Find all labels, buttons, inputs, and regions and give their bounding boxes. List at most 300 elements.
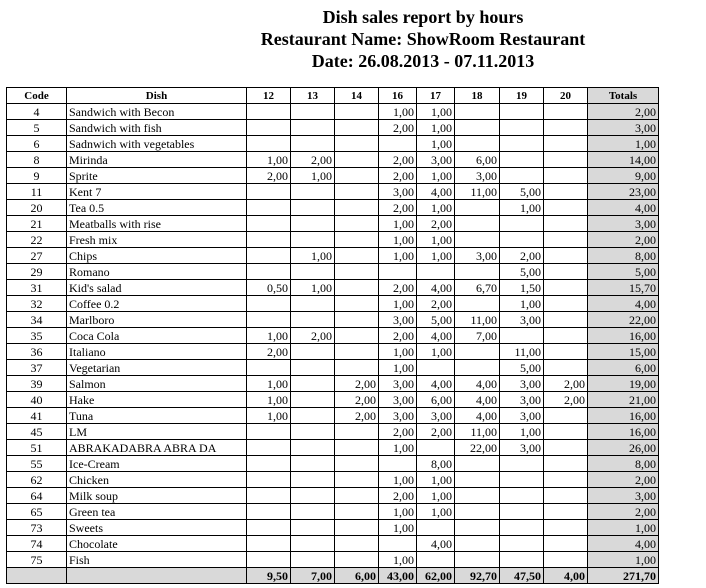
hour-quantity [500, 488, 544, 504]
hour-quantity [335, 440, 379, 456]
hour-quantity: 1,00 [379, 216, 417, 232]
dish-name: Coca Cola [67, 328, 247, 344]
hour-quantity [335, 184, 379, 200]
hour-quantity: 1,00 [417, 504, 455, 520]
hour-quantity: 1,00 [247, 392, 291, 408]
hour-quantity: 1,00 [379, 472, 417, 488]
hour-quantity: 1,00 [247, 328, 291, 344]
hour-quantity [455, 520, 500, 536]
hour-quantity [335, 232, 379, 248]
hour-quantity: 1,00 [247, 376, 291, 392]
dish-code: 75 [7, 552, 67, 568]
report-title: Dish sales report by hours [322, 7, 524, 27]
table-row [7, 536, 659, 552]
hour-quantity [291, 264, 335, 280]
hour-quantity: 1,00 [379, 104, 417, 120]
hour-quantity [335, 296, 379, 312]
table-row [7, 520, 659, 536]
hour-quantity [455, 264, 500, 280]
hour-quantity [544, 328, 588, 344]
hour-quantity [500, 136, 544, 152]
table-header-row [7, 88, 659, 104]
table-row [7, 344, 659, 360]
row-total: 2,00 [588, 472, 659, 488]
hour-quantity [291, 472, 335, 488]
column-total: 62,00 [417, 568, 455, 584]
dish-code: 4 [7, 104, 67, 120]
hour-quantity: 22,00 [455, 440, 500, 456]
hour-quantity [247, 200, 291, 216]
row-total: 22,00 [588, 312, 659, 328]
column-header-20: 20 [544, 88, 588, 104]
hour-quantity [500, 472, 544, 488]
hour-quantity [247, 184, 291, 200]
dish-name: Vegetarian [67, 360, 247, 376]
hour-quantity: 3,00 [500, 312, 544, 328]
hour-quantity: 3,00 [379, 376, 417, 392]
hour-quantity [544, 232, 588, 248]
hour-quantity: 3,00 [379, 392, 417, 408]
column-header-code: Code [7, 88, 67, 104]
hour-quantity [291, 536, 335, 552]
hour-quantity: 4,00 [455, 392, 500, 408]
dish-code: 8 [7, 152, 67, 168]
hour-quantity: 11,00 [455, 424, 500, 440]
hour-quantity [379, 264, 417, 280]
column-header-17: 17 [417, 88, 455, 104]
row-total: 1,00 [588, 136, 659, 152]
hour-quantity [544, 184, 588, 200]
hour-quantity [379, 136, 417, 152]
column-header-14: 14 [335, 88, 379, 104]
hour-quantity [247, 536, 291, 552]
dish-name: Marlboro [67, 312, 247, 328]
hour-quantity: 6,00 [417, 392, 455, 408]
table-row [7, 392, 659, 408]
dish-name: Kent 7 [67, 184, 247, 200]
dish-code: 41 [7, 408, 67, 424]
row-total: 6,00 [588, 360, 659, 376]
hour-quantity: 3,00 [500, 392, 544, 408]
hour-quantity [335, 120, 379, 136]
table-row [7, 376, 659, 392]
hour-quantity [544, 344, 588, 360]
hour-quantity [247, 472, 291, 488]
hour-quantity: 3,00 [379, 312, 417, 328]
dish-name: Chips [67, 248, 247, 264]
hour-quantity: 2,00 [379, 328, 417, 344]
hour-quantity [291, 456, 335, 472]
dish-name: Chocolate [67, 536, 247, 552]
table-row [7, 456, 659, 472]
hour-quantity [247, 504, 291, 520]
hour-quantity [291, 104, 335, 120]
dish-code: 5 [7, 120, 67, 136]
hour-quantity [455, 536, 500, 552]
hour-quantity [291, 520, 335, 536]
hour-quantity [247, 232, 291, 248]
hour-quantity [335, 456, 379, 472]
hour-quantity: 3,00 [455, 248, 500, 264]
column-total [67, 568, 247, 584]
hour-quantity [455, 504, 500, 520]
hour-quantity: 2,00 [417, 216, 455, 232]
table-row [7, 424, 659, 440]
dish-code: 20 [7, 200, 67, 216]
hour-quantity: 3,00 [455, 168, 500, 184]
hour-quantity: 2,00 [544, 392, 588, 408]
hour-quantity: 5,00 [500, 184, 544, 200]
row-total: 3,00 [588, 216, 659, 232]
hour-quantity [500, 536, 544, 552]
dish-code: 27 [7, 248, 67, 264]
hour-quantity: 1,00 [379, 552, 417, 568]
hour-quantity: 1,00 [291, 248, 335, 264]
hour-quantity: 1,00 [417, 232, 455, 248]
dish-code: 40 [7, 392, 67, 408]
table-row [7, 264, 659, 280]
hour-quantity: 1,00 [417, 104, 455, 120]
hour-quantity [291, 232, 335, 248]
hour-quantity: 3,00 [500, 408, 544, 424]
hour-quantity [455, 456, 500, 472]
hour-quantity: 1,00 [291, 168, 335, 184]
hour-quantity [417, 552, 455, 568]
hour-quantity: 1,00 [417, 248, 455, 264]
row-total: 9,00 [588, 168, 659, 184]
hour-quantity [335, 424, 379, 440]
row-total: 15,00 [588, 344, 659, 360]
hour-quantity: 3,00 [500, 376, 544, 392]
sales-table [6, 87, 659, 584]
dish-code: 39 [7, 376, 67, 392]
hour-quantity [500, 216, 544, 232]
hour-quantity [291, 504, 335, 520]
hour-quantity [247, 424, 291, 440]
hour-quantity [291, 440, 335, 456]
hour-quantity [291, 136, 335, 152]
hour-quantity: 2,00 [247, 344, 291, 360]
dish-code: 36 [7, 344, 67, 360]
column-header-18: 18 [455, 88, 500, 104]
hour-quantity [335, 312, 379, 328]
hour-quantity [455, 216, 500, 232]
hour-quantity [291, 312, 335, 328]
hour-quantity [335, 136, 379, 152]
hour-quantity: 1,00 [379, 344, 417, 360]
hour-quantity [544, 440, 588, 456]
row-total: 8,00 [588, 456, 659, 472]
hour-quantity [247, 216, 291, 232]
hour-quantity: 5,00 [500, 264, 544, 280]
row-total: 26,00 [588, 440, 659, 456]
column-header-12: 12 [247, 88, 291, 104]
report-date-range: Date: 26.08.2013 - 07.11.2013 [311, 51, 535, 71]
table-row [7, 248, 659, 264]
hour-quantity: 2,00 [379, 168, 417, 184]
hour-quantity: 1,00 [500, 424, 544, 440]
hour-quantity [335, 472, 379, 488]
report-header [0, 6, 706, 72]
dish-code: 29 [7, 264, 67, 280]
hour-quantity [544, 456, 588, 472]
hour-quantity [247, 456, 291, 472]
hour-quantity [455, 136, 500, 152]
hour-quantity [335, 248, 379, 264]
hour-quantity: 1,00 [417, 200, 455, 216]
hour-quantity: 6,00 [455, 152, 500, 168]
dish-name: Meatballs with rise [67, 216, 247, 232]
column-total [7, 568, 67, 584]
hour-quantity: 4,00 [417, 328, 455, 344]
hour-quantity [455, 200, 500, 216]
hour-quantity [455, 120, 500, 136]
hour-quantity: 2,00 [379, 120, 417, 136]
hour-quantity [247, 248, 291, 264]
column-header-13: 13 [291, 88, 335, 104]
hour-quantity [544, 296, 588, 312]
grand-total: 271,70 [588, 568, 659, 584]
row-total: 16,00 [588, 408, 659, 424]
hour-quantity [544, 168, 588, 184]
hour-quantity: 1,00 [500, 296, 544, 312]
hour-quantity: 1,00 [417, 168, 455, 184]
hour-quantity [500, 520, 544, 536]
hour-quantity [455, 472, 500, 488]
hour-quantity [544, 424, 588, 440]
dish-name: LM [67, 424, 247, 440]
dish-code: 6 [7, 136, 67, 152]
column-total: 47,50 [500, 568, 544, 584]
hour-quantity: 4,00 [417, 280, 455, 296]
hour-quantity [379, 536, 417, 552]
hour-quantity [455, 552, 500, 568]
row-total: 3,00 [588, 120, 659, 136]
hour-quantity: 2,00 [500, 248, 544, 264]
dish-code: 51 [7, 440, 67, 456]
dish-name: Sprite [67, 168, 247, 184]
hour-quantity: 4,00 [455, 408, 500, 424]
hour-quantity [417, 520, 455, 536]
hour-quantity: 2,00 [417, 296, 455, 312]
hour-quantity [455, 232, 500, 248]
hour-quantity [544, 312, 588, 328]
hour-quantity [335, 264, 379, 280]
hour-quantity [247, 264, 291, 280]
hour-quantity [335, 360, 379, 376]
hour-quantity [455, 488, 500, 504]
hour-quantity: 6,70 [455, 280, 500, 296]
hour-quantity [379, 456, 417, 472]
hour-quantity: 5,00 [417, 312, 455, 328]
table-row [7, 472, 659, 488]
hour-quantity: 0,50 [247, 280, 291, 296]
hour-quantity: 1,00 [500, 200, 544, 216]
column-header-16: 16 [379, 88, 417, 104]
hour-quantity [544, 504, 588, 520]
hour-quantity: 1,00 [379, 440, 417, 456]
row-total: 15,70 [588, 280, 659, 296]
hour-quantity [544, 520, 588, 536]
dish-name: Milk soup [67, 488, 247, 504]
hour-quantity: 2,00 [291, 328, 335, 344]
row-total: 3,00 [588, 488, 659, 504]
table-row [7, 504, 659, 520]
row-total: 23,00 [588, 184, 659, 200]
hour-quantity [455, 104, 500, 120]
hour-quantity [544, 120, 588, 136]
hour-quantity: 7,00 [455, 328, 500, 344]
hour-quantity: 2,00 [379, 152, 417, 168]
hour-quantity: 2,00 [335, 408, 379, 424]
row-total: 1,00 [588, 552, 659, 568]
table-row [7, 104, 659, 120]
column-total: 9,50 [247, 568, 291, 584]
row-total: 16,00 [588, 424, 659, 440]
dish-name: Fresh mix [67, 232, 247, 248]
dish-code: 74 [7, 536, 67, 552]
dish-code: 21 [7, 216, 67, 232]
dish-code: 37 [7, 360, 67, 376]
hour-quantity: 2,00 [379, 200, 417, 216]
hour-quantity: 1,00 [379, 520, 417, 536]
hour-quantity [247, 488, 291, 504]
hour-quantity [500, 552, 544, 568]
hour-quantity [544, 248, 588, 264]
hour-quantity [500, 328, 544, 344]
row-total: 8,00 [588, 248, 659, 264]
table-row [7, 216, 659, 232]
dish-name: Salmon [67, 376, 247, 392]
hour-quantity: 1,00 [379, 232, 417, 248]
hour-quantity: 2,00 [335, 376, 379, 392]
dish-code: 32 [7, 296, 67, 312]
hour-quantity [291, 120, 335, 136]
hour-quantity [335, 536, 379, 552]
hour-quantity [544, 360, 588, 376]
hour-quantity [544, 408, 588, 424]
hour-quantity: 11,00 [455, 184, 500, 200]
hour-quantity [544, 536, 588, 552]
dish-name: Coffee 0.2 [67, 296, 247, 312]
hour-quantity [335, 216, 379, 232]
hour-quantity: 5,00 [500, 360, 544, 376]
hour-quantity: 2,00 [544, 376, 588, 392]
hour-quantity: 1,00 [379, 504, 417, 520]
hour-quantity [247, 520, 291, 536]
column-header-19: 19 [500, 88, 544, 104]
hour-quantity [500, 120, 544, 136]
dish-code: 11 [7, 184, 67, 200]
hour-quantity [247, 120, 291, 136]
column-header-totals: Totals [588, 88, 659, 104]
dish-code: 55 [7, 456, 67, 472]
table-row [7, 136, 659, 152]
table-row [7, 184, 659, 200]
table-row [7, 360, 659, 376]
dish-name: Sweets [67, 520, 247, 536]
hour-quantity [291, 200, 335, 216]
row-total: 2,00 [588, 232, 659, 248]
hour-quantity: 4,00 [417, 376, 455, 392]
hour-quantity [291, 344, 335, 360]
dish-name: Hake [67, 392, 247, 408]
totals-row [7, 568, 659, 584]
hour-quantity: 8,00 [417, 456, 455, 472]
table-row [7, 296, 659, 312]
hour-quantity [500, 168, 544, 184]
table-row [7, 312, 659, 328]
hour-quantity [417, 264, 455, 280]
hour-quantity [544, 472, 588, 488]
hour-quantity: 2,00 [335, 392, 379, 408]
hour-quantity: 1,00 [417, 136, 455, 152]
hour-quantity: 3,00 [417, 152, 455, 168]
hour-quantity [455, 360, 500, 376]
hour-quantity: 1,00 [379, 360, 417, 376]
row-total: 14,00 [588, 152, 659, 168]
dish-code: 22 [7, 232, 67, 248]
hour-quantity [291, 184, 335, 200]
hour-quantity [544, 200, 588, 216]
hour-quantity: 1,00 [417, 120, 455, 136]
dish-code: 65 [7, 504, 67, 520]
dish-code: 62 [7, 472, 67, 488]
hour-quantity [291, 408, 335, 424]
hour-quantity [247, 312, 291, 328]
hour-quantity: 11,00 [500, 344, 544, 360]
hour-quantity [335, 152, 379, 168]
hour-quantity: 3,00 [379, 184, 417, 200]
table-row [7, 488, 659, 504]
hour-quantity: 1,50 [500, 280, 544, 296]
hour-quantity [335, 168, 379, 184]
table-row [7, 328, 659, 344]
hour-quantity [291, 552, 335, 568]
hour-quantity [544, 104, 588, 120]
hour-quantity [247, 360, 291, 376]
hour-quantity: 1,00 [247, 408, 291, 424]
dish-name: Romano [67, 264, 247, 280]
hour-quantity [335, 504, 379, 520]
hour-quantity [544, 552, 588, 568]
hour-quantity: 2,00 [291, 152, 335, 168]
hour-quantity [544, 136, 588, 152]
hour-quantity [291, 392, 335, 408]
hour-quantity [291, 360, 335, 376]
row-total: 5,00 [588, 264, 659, 280]
row-total: 2,00 [588, 504, 659, 520]
column-total: 4,00 [544, 568, 588, 584]
dish-name: Italiano [67, 344, 247, 360]
row-total: 1,00 [588, 520, 659, 536]
hour-quantity: 3,00 [500, 440, 544, 456]
hour-quantity [544, 280, 588, 296]
dish-code: 31 [7, 280, 67, 296]
hour-quantity [291, 376, 335, 392]
table-row [7, 200, 659, 216]
hour-quantity [544, 152, 588, 168]
hour-quantity: 2,00 [247, 168, 291, 184]
hour-quantity [247, 440, 291, 456]
hour-quantity: 2,00 [379, 488, 417, 504]
row-total: 2,00 [588, 104, 659, 120]
hour-quantity [335, 104, 379, 120]
row-total: 16,00 [588, 328, 659, 344]
hour-quantity: 3,00 [379, 408, 417, 424]
hour-quantity [291, 216, 335, 232]
hour-quantity: 3,00 [417, 408, 455, 424]
